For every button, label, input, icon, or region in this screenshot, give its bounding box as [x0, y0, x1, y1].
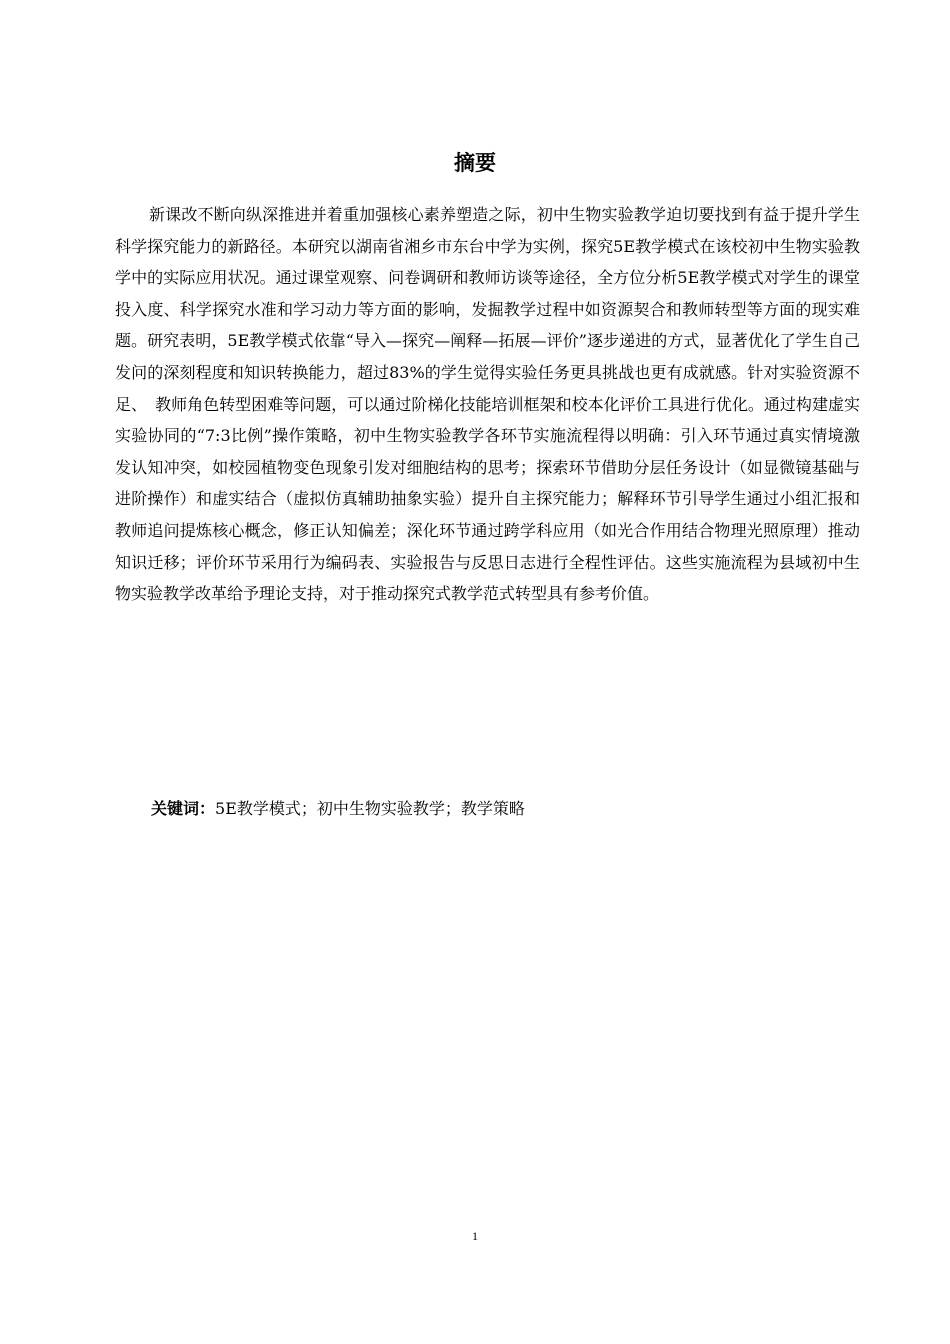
keywords-label: 关键词：: [151, 799, 216, 818]
keywords-text: 5E教学模式；初中生物实验教学；教学策略: [215, 799, 525, 818]
keywords-line: [115, 793, 860, 825]
page-number: 1: [472, 1229, 478, 1243]
abstract-paragraph: 新课改不断向纵深推进并着重加强核心素养塑造之际，初中生物实验教学迫切要找到有益于提升学生科学探究能力的新路径。本研究以湖南省湘乡市东台中学为实例，探究5E教学模式在该校初中生物实验教学中的实际应用状况。通过课堂观察、问卷调研和教师访谈等途径，全方位分析5E教学模式对学生的课堂投入度、科学探究水准和学习动力等方面的影响，发掘教学过程中如资源契合和教师转型等方面的现实难题。研究表明，5E教学模式依靠“导入—探究—阐释—拓展—评价”逐步递进的方式，显著优化了学生自己发问的深刻程度和知识转换能力，超过83%的学生觉得实验任务更具挑战也更有成就感。针对实验资源不足、 教师角色转型困难等问题，可以通过阶梯化技能培训框架和校本化评价工具进行优化。通过构建虚实实验协同的“7:3比例”操作策略，初中生物实验教学各环节实施流程得以明确：引入环节通过真实情境激发认知冲突，如校园植物变色现象引发对细胞结构的思考；探索环节借助分层任务设计（如显微镜基础与进阶操作）和虚实结合（虚拟仿真辅助抽象实验）提升自主探究能力；解释环节引导学生通过小组汇报和教师追问提炼核心概念，修正认知偏差；深化环节通过跨学科应用（如光合作用结合物理光照原理）推动知识迁移；评价环节采用行为编码表、实验报告与反思日志进行全程性评估。这些实施流程为县域初中生物实验教学改革给予理论支持，对于推动探究式教学范式转型具有参考价值。: [115, 205, 860, 604]
page-title: 摘要: [454, 151, 496, 175]
